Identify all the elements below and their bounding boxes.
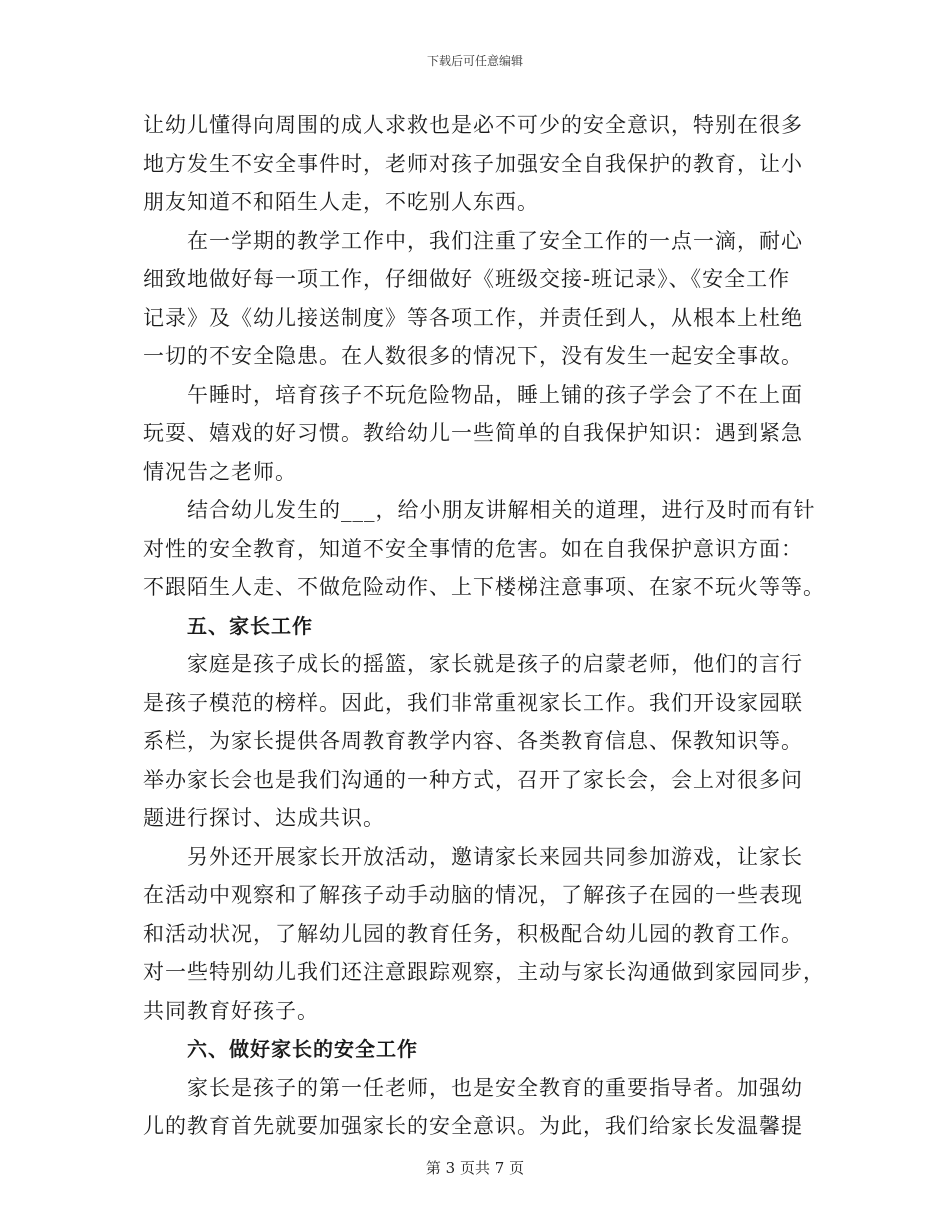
text-line: 细致地做好每一项工作，仔细做好《班级交接-班记录》、《安全工作 [143, 267, 791, 291]
text-line: 记录》及《幼儿接送制度》等各项工作，并责任到人，从根本上杜绝 [143, 305, 803, 330]
text-line: 家庭是孩子成长的摇篮，家长就是孩子的启蒙老师，他们的言行 [187, 652, 803, 676]
text-line: 午睡时，培育孩子不玩危险物品，睡上铺的孩子学会了不在上面 [187, 382, 803, 407]
page-header: 下载后可任意编辑 [426, 54, 523, 68]
text-line: 另外还开展家长开放活动，邀请家长来园共同参加游戏，让家长 [187, 844, 803, 869]
section-heading: 六、做好家长的安全工作 [187, 1037, 418, 1061]
text-line: 朋友知道不和陌生人走，不吃别人东西。 [143, 190, 539, 214]
text-line: 不跟陌生人走、不做危险动作、上下楼梯注意事项、在家不玩火等等。 [143, 575, 825, 599]
text-line: 是孩子模范的榜样。因此，我们非常重视家长工作。我们开设家园联 [143, 690, 803, 715]
text-line: 一切的不安全隐患。在人数很多的情况下，没有发生一起安全事故。 [143, 344, 803, 368]
text-line: 地方发生不安全事件时，老师对孩子加强安全自我保护的教育，让小 [143, 151, 803, 176]
text-line: 共同教育好孩子。 [143, 998, 319, 1023]
text-line: 对性的安全教育，知道不安全事情的危害。如在自我保护意识方面： [143, 536, 803, 561]
text-line: 家长是孩子的第一任老师，也是安全教育的重要指导者。加强幼 [187, 1075, 803, 1100]
text-line: 在活动中观察和了解孩子动手动脑的情况，了解孩子在园的一些表现 [143, 883, 803, 907]
text-line: 在一学期的教学工作中，我们注重了安全工作的一点一滴，耐心 [187, 228, 803, 253]
text-line: 举办家长会也是我们沟通的一种方式，召开了家长会，会上对很多问 [143, 767, 803, 792]
text-line: 情况告之老师。 [143, 459, 297, 484]
text-line: 系栏，为家长提供各周教育教学内容、各类教育信息、保教知识等。 [143, 729, 803, 753]
text-line: 儿的教育首先就要加强家长的安全意识。为此，我们给家长发温馨提 [143, 1114, 803, 1138]
text-line: 和活动状况，了解幼儿园的教育任务，积极配合幼儿园的教育工作。 [143, 921, 803, 946]
text-line: 结合幼儿发生的___，给小朋友讲解相关的道理，进行及时而有针 [187, 498, 816, 522]
text-line: 玩耍、嬉戏的好习惯。教给幼儿一些简单的自我保护知识：遇到紧急 [143, 421, 803, 445]
text-line: 对一些特别幼儿我们还注意跟踪观察，主动与家长沟通做到家园同步， [143, 960, 825, 984]
text-line: 让幼儿懂得向周围的成人求救也是必不可少的安全意识，特别在很多 [143, 113, 803, 137]
page-footer: 第 3 页共 7 页 [425, 1159, 525, 1177]
section-heading: 五、家长工作 [187, 613, 313, 638]
document-body [143, 106, 825, 1146]
text-line: 题进行探讨、达成共识。 [143, 806, 385, 830]
